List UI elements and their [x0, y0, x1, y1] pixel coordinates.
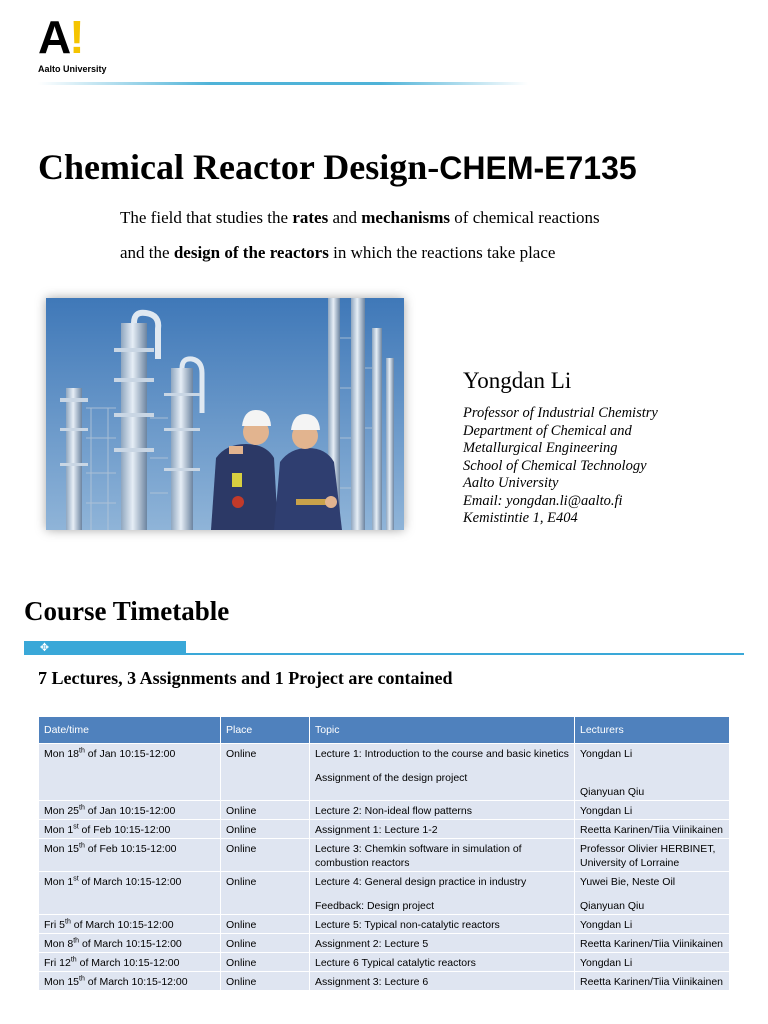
lecturer-line: Yongdan Li — [580, 748, 633, 760]
table-row — [39, 972, 730, 991]
cell-topic — [310, 839, 575, 872]
date-rest: of Feb 10:15-12:00 — [78, 824, 171, 836]
table-row — [39, 820, 730, 839]
cell-lecturer — [575, 934, 730, 953]
date-suffix: th — [70, 956, 77, 964]
lecturer-line: Yongdan Li — [580, 957, 633, 969]
lecturer-line: Qianyuan Qiu — [580, 900, 645, 912]
date-suffix: st — [73, 823, 79, 831]
date-rest: of Jan 10:15-12:00 — [84, 748, 176, 760]
topic-line: Lecture 1: Introduction to the course and basic kinetics — [315, 748, 569, 760]
date-day: Fri 5 — [44, 919, 65, 931]
cell-lecturer — [575, 872, 730, 915]
cell-topic — [310, 744, 575, 801]
refinery-photo — [46, 298, 404, 530]
cell-lecturer — [575, 915, 730, 934]
lecturer-department-1: Department of Chemical and — [463, 422, 632, 439]
cell-place: Online — [221, 915, 310, 934]
date-day: Mon 25 — [44, 805, 80, 817]
table-row — [39, 839, 730, 872]
table-row — [39, 915, 730, 934]
cell-lecturer — [575, 801, 730, 820]
date-rest: of March 10:15-12:00 — [78, 876, 182, 888]
cell-lecturer — [575, 953, 730, 972]
cell-date — [39, 972, 221, 991]
topic-line: Assignment 3: Lecture 6 — [315, 976, 429, 988]
cell-date — [39, 934, 221, 953]
timetable-heading: Course Timetable — [24, 596, 230, 626]
cell-topic — [310, 953, 575, 972]
cell-date — [39, 820, 221, 839]
header-divider — [38, 82, 528, 85]
description-line-2: and the design of the reactors in which the reactions take place — [120, 243, 556, 262]
cell-date — [39, 915, 221, 934]
cell-topic — [310, 934, 575, 953]
column-header-topic: Topic — [310, 717, 575, 744]
date-suffix: th — [79, 804, 85, 812]
lecturer-university: Aalto University — [463, 475, 559, 491]
date-rest: of March 10:15-12:00 — [76, 957, 180, 969]
topic-line: Lecture 2: Non-ideal flow patterns — [315, 805, 473, 817]
cell-place: Online — [221, 744, 310, 801]
date-day: Mon 1 — [44, 876, 74, 888]
topic-line: Feedback: Design project — [315, 900, 435, 912]
table-header-row — [39, 717, 730, 744]
lecturer-department-2: Metallurgical Engineering — [463, 440, 618, 456]
lecturer-details — [463, 405, 658, 528]
lecturer-office: Kemistintie 1, E404 — [463, 510, 578, 526]
cell-topic — [310, 872, 575, 915]
lecturer-line: Yuwei Bie, Neste Oil — [580, 876, 676, 888]
date-day: Mon 8 — [44, 938, 74, 950]
lecturer-title: Professor of Industrial Chemistry — [463, 405, 658, 421]
table-row — [39, 872, 730, 915]
cell-date — [39, 872, 221, 915]
date-suffix: th — [65, 918, 71, 926]
page-title: Chemical Reactor Design-CHEM-E7135 — [38, 147, 637, 187]
date-day: Mon 15 — [44, 843, 80, 855]
date-suffix: th — [79, 975, 85, 983]
lecturer-email: Email: yongdan.li@aalto.fi — [463, 492, 623, 509]
cell-place: Online — [221, 953, 310, 972]
topic-line: Assignment 1: Lecture 1-2 — [315, 824, 438, 836]
column-header-place: Place — [221, 717, 310, 744]
column-header-date: Date/time — [39, 717, 221, 744]
cell-place: Online — [221, 872, 310, 915]
cell-topic — [310, 915, 575, 934]
plus-icon: ✥ — [39, 641, 50, 654]
cell-date — [39, 839, 221, 872]
topic-line: Assignment 2: Lecture 5 — [315, 938, 429, 950]
timetable-table — [38, 716, 730, 991]
cell-date — [39, 801, 221, 820]
date-day: Fri 12 — [44, 957, 71, 969]
cell-topic — [310, 801, 575, 820]
date-suffix: st — [73, 875, 79, 883]
description-line-1: The field that studies the rates and mechanisms of chemical reactions — [120, 208, 600, 227]
date-suffix: th — [73, 937, 80, 945]
lecturer-line: Reetta Karinen/Tiia Viinikainen — [580, 976, 724, 988]
lecturer-name: Yongdan Li — [463, 368, 572, 393]
cell-place: Online — [221, 972, 310, 991]
timetable-summary: 7 Lectures, 3 Assignments and 1 Project are contained — [38, 668, 453, 688]
table-row — [39, 953, 730, 972]
lecturer-line: Reetta Karinen/Tiia Viinikainen — [580, 938, 724, 950]
cell-lecturer — [575, 972, 730, 991]
date-rest: of March 10:15-12:00 — [70, 919, 174, 931]
aalto-logo-mark: A! — [38, 11, 83, 63]
topic-line: Lecture 4: General design practice in industry — [315, 876, 527, 888]
cell-lecturer — [575, 820, 730, 839]
cell-place: Online — [221, 934, 310, 953]
column-header-lecturers: Lecturers — [575, 717, 730, 744]
lecturer-line: Qianyuan Qiu — [580, 786, 645, 798]
topic-line: Lecture 6 Typical catalytic reactors — [315, 957, 476, 969]
date-rest: of Jan 10:15-12:00 — [84, 805, 176, 817]
date-rest: of March 10:15-12:00 — [84, 976, 188, 988]
cell-place: Online — [221, 801, 310, 820]
date-rest: of March 10:15-12:00 — [79, 938, 182, 950]
lecturer-line: Professor Olivier HERBINET, University of Lorraine — [580, 843, 716, 869]
lecturer-line: Yongdan Li — [580, 919, 633, 931]
cell-place: Online — [221, 839, 310, 872]
cell-lecturer — [575, 839, 730, 872]
cell-place: Online — [221, 820, 310, 839]
table-row — [39, 801, 730, 820]
cell-lecturer — [575, 744, 730, 801]
table-row — [39, 744, 730, 801]
date-rest: of Feb 10:15-12:00 — [84, 843, 177, 855]
topic-line: Assignment of the design project — [315, 772, 468, 784]
cell-topic — [310, 972, 575, 991]
lecturer-line: Yongdan Li — [580, 805, 633, 817]
cell-date — [39, 744, 221, 801]
date-suffix: th — [79, 747, 85, 755]
date-day: Mon 15 — [44, 976, 80, 988]
cell-topic — [310, 820, 575, 839]
course-code: CHEM-E7135 — [439, 150, 637, 186]
date-suffix: th — [79, 842, 85, 850]
date-day: Mon 1 — [44, 824, 74, 836]
lecturer-school: School of Chemical Technology — [463, 457, 647, 474]
table-row — [39, 934, 730, 953]
aalto-logo — [38, 11, 138, 76]
cell-date — [39, 953, 221, 972]
topic-line: Lecture 5: Typical non-catalytic reactors — [315, 919, 500, 931]
topic-line: Lecture 3: Chemkin software in simulation of combustion reactors — [315, 843, 522, 869]
aalto-logo-text: Aalto University — [38, 64, 107, 74]
date-day: Mon 18 — [44, 748, 80, 760]
lecturer-line: Reetta Karinen/Tiia Viinikainen — [580, 824, 724, 836]
